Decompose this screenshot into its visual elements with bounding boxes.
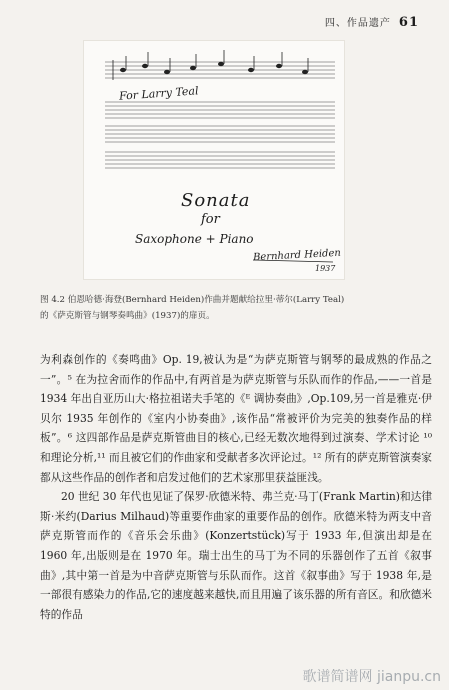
- site-watermark: 歌谱简谱网 jianpu.cn: [302, 669, 441, 685]
- paragraph-1: 为利森创作的《奏鸣曲》Op. 19,被认为是“为萨克斯管与钢琴的最成熟的作品之一”。⁵ 在为拉舍而作的作品中,有两首是为萨克斯管与乐队而作的作品,——一首是 1934 年出自亚历山大·格拉祖诺夫手笔的《ᴱ 调协奏曲》,Op.109,另一首是雅克·伊贝尔 1935 年创作的《室内小协奏曲》,该作品“常被评价为完美的独奏作品的样板”。⁶ 这四部作品是萨克斯管曲目的核心,已经无数次地得到过演奏、学术讨论 ¹⁰ 和理论分析,¹¹ 而且被它们的作曲家和受献者多次评论过。¹² 所有的萨克斯管演奏家都从这些作品的创作者和启发过他们的艺术家那里获益匪浅。: [40, 353, 432, 484]
- score-for: for: [201, 212, 220, 227]
- score-title-page-figure: [83, 40, 345, 280]
- caption-line-2: 的《萨克斯管与钢琴奏鸣曲》(1937)的扉页。: [40, 311, 215, 321]
- dedication-handwriting: For Larry Teal: [118, 84, 199, 103]
- figure-caption: [40, 292, 430, 324]
- signature-year: 1937: [315, 264, 336, 273]
- caption-line-1: 图 4.2 伯恩哈德·海登(Bernhard Heiden)作曲并题献给拉里·蒂尔(Larry Teal): [40, 295, 345, 305]
- page-number: 61: [398, 15, 419, 30]
- body-text: [40, 350, 432, 624]
- composer-signature: Bernhard Heiden: [252, 247, 342, 264]
- score-title: Sonata: [181, 190, 251, 211]
- section-title: 四、作品遗产: [324, 18, 391, 29]
- paragraph-2: 20 世纪 30 年代也见证了保罗·欣德米特、弗兰克·马丁(Frank Martin)和达律斯·米约(Darius Milhaud)等重要作曲家的重要作品的创作。欣德米特为两支中音萨克斯管而作的《音乐会乐曲》(Konzertstück)写于 1933 年,但演出却是在 1960 年,出版则是在 1970 年。瑞士出生的马丁为不同的乐器创作了五首《叙事曲》,其中第一首是为中音萨克斯管与乐队而作。这首《叙事曲》写于 1938 年,是一部很有感染力的作品,它的速度越来越快,而且用遍了该乐器的所有音区。和欣德米特的作品: [40, 490, 433, 621]
- running-header: [325, 14, 419, 30]
- score-instruments: Saxophone + Piano: [135, 232, 254, 246]
